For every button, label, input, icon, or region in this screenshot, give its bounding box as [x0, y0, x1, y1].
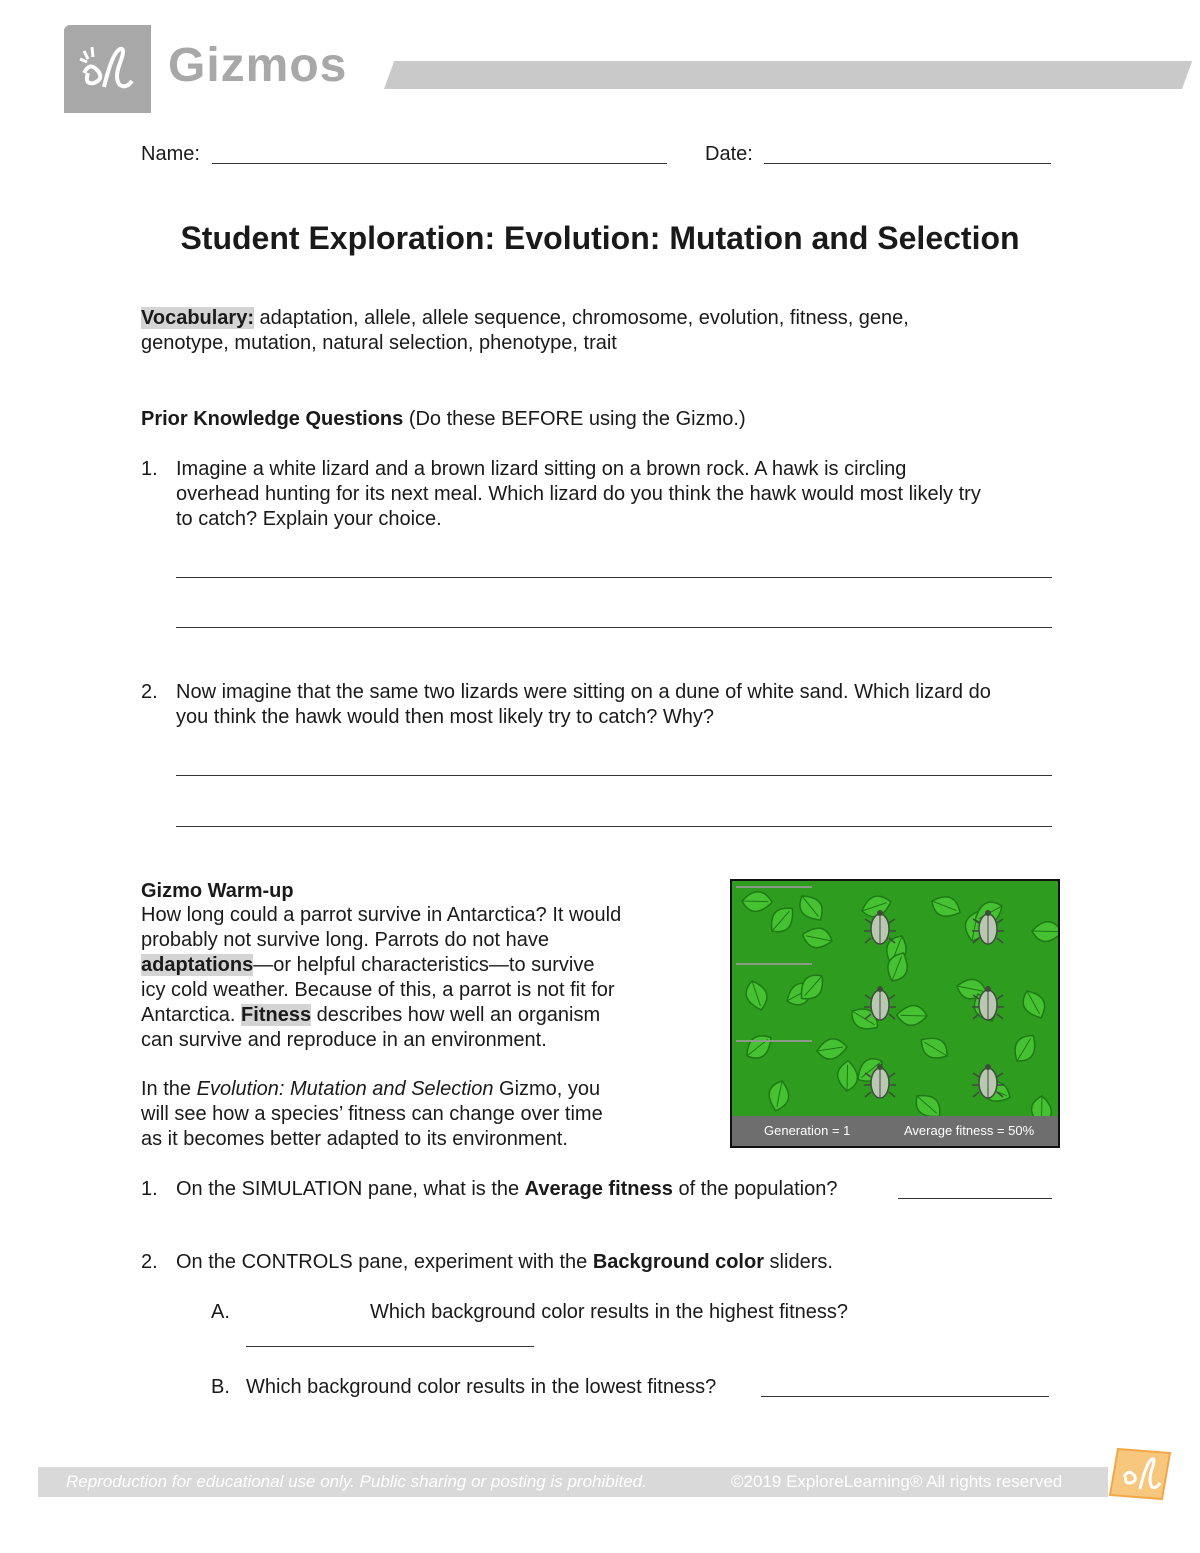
brand-title: Gizmos [168, 39, 348, 92]
vocabulary-line-1 [141, 306, 909, 331]
warmup-q2-number: 2. [141, 1251, 158, 1273]
answer-line[interactable] [176, 577, 1052, 578]
warmup-heading: Gizmo Warm-up [141, 880, 294, 902]
prior-q1-line-1: Imagine a white lizard and a brown lizard sitting on a brown rock. A hawk is circling [176, 458, 907, 480]
warmup-line: icy cold weather. Because of this, a parrot is not fit for [141, 979, 615, 1001]
date-label: Date: [705, 143, 753, 165]
prior-q1-number: 1. [141, 458, 158, 480]
warmup-line: can survive and reproduce in an environment. [141, 1029, 547, 1051]
question-text: On the SIMULATION pane, what is the [176, 1178, 525, 1200]
prior-knowledge-heading [141, 407, 746, 432]
prior-q1-line-2: overhead hunting for its next meal. Which lizard do you think the hawk would most likely try [176, 483, 981, 505]
date-field[interactable] [764, 163, 1051, 164]
prior-q2-line-1: Now imagine that the same two lizards were sitting on a dune of white sand. Which lizard do [176, 681, 991, 703]
warmup-line [141, 1077, 600, 1102]
answer-blank[interactable] [246, 1346, 534, 1347]
warmup-q1-number: 1. [141, 1178, 158, 1200]
simulation-status-bar [732, 1116, 1058, 1146]
el-logo-icon [76, 43, 138, 95]
question-text: of the population? [672, 1178, 838, 1200]
warmup-text: Antarctica. [141, 1004, 242, 1026]
term-adaptations: adaptations [141, 954, 254, 976]
term-fitness: Fitness [241, 1004, 312, 1026]
warmup-q2-text [176, 1250, 833, 1275]
subquestion-a-text: Which background color results in the highest fitness? [370, 1301, 849, 1323]
page-title: Student Exploration: Evolution: Mutation and Selection [180, 220, 1020, 256]
generation-readout: Generation = 1 [764, 1123, 851, 1138]
prior-q1-line-3: to catch? Explain your choice. [176, 508, 442, 530]
warmup-text: describes how well an organism [311, 1004, 601, 1026]
header-bar [384, 61, 1192, 89]
warmup-text: Gizmo, you [493, 1078, 601, 1100]
answer-line[interactable] [176, 775, 1052, 776]
gizmo-name: Evolution: Mutation and Selection [196, 1078, 494, 1100]
prior-note: (Do these BEFORE using the Gizmo.) [403, 408, 746, 430]
vocabulary-terms-1: adaptation, allele, allele sequence, chromosome, evolution, fitness, gene, [254, 307, 909, 329]
vocabulary-line-2: genotype, mutation, natural selection, phenotype, trait [141, 332, 617, 354]
leaf-background [732, 881, 1058, 1116]
warmup-text: —or helpful characteristics—to survive [253, 954, 595, 976]
prior-heading-text: Prior Knowledge Questions [141, 408, 404, 430]
explorelearning-logo [64, 25, 151, 113]
question-text: sliders. [764, 1251, 833, 1273]
question-text: On the CONTROLS pane, experiment with the [176, 1251, 593, 1273]
answer-line[interactable] [176, 826, 1052, 827]
prior-q2-number: 2. [141, 681, 158, 703]
name-field[interactable] [212, 163, 667, 164]
answer-blank[interactable] [898, 1198, 1052, 1199]
warmup-line [141, 1003, 600, 1028]
warmup-line: as it becomes better adapted to its environment. [141, 1128, 568, 1150]
subquestion-b-letter: B. [211, 1376, 230, 1398]
subquestion-b-text: Which background color results in the lowest fitness? [246, 1376, 717, 1398]
warmup-text: In the [141, 1078, 197, 1100]
simulation-image [730, 879, 1060, 1148]
subquestion-a-letter: A. [211, 1301, 230, 1323]
question-keyword: Background color [592, 1251, 764, 1273]
answer-blank[interactable] [761, 1396, 1049, 1397]
explorelearning-footer-logo [1104, 1443, 1176, 1503]
warmup-line: probably not survive long. Parrots do not have [141, 929, 550, 951]
footer-copyright: ©2019 ExploreLearning® All rights reserved [731, 1472, 1063, 1491]
warmup-line: How long could a parrot survive in Antarctica? It would [141, 904, 622, 926]
vocabulary-label: Vocabulary: [141, 307, 254, 329]
warmup-line: will see how a species’ fitness can change over time [141, 1103, 603, 1125]
answer-line[interactable] [176, 627, 1052, 628]
footer-disclaimer: Reproduction for educational use only. Public sharing or posting is prohibited. [66, 1472, 647, 1491]
warmup-q1-text [176, 1177, 837, 1202]
el-badge-icon [1104, 1443, 1176, 1503]
name-label: Name: [141, 143, 200, 165]
average-fitness-readout: Average fitness = 50% [904, 1123, 1035, 1138]
prior-q2-line-2: you think the hawk would then most likely try to catch? Why? [176, 706, 715, 728]
warmup-line [141, 953, 594, 978]
question-keyword: Average fitness [524, 1178, 673, 1200]
